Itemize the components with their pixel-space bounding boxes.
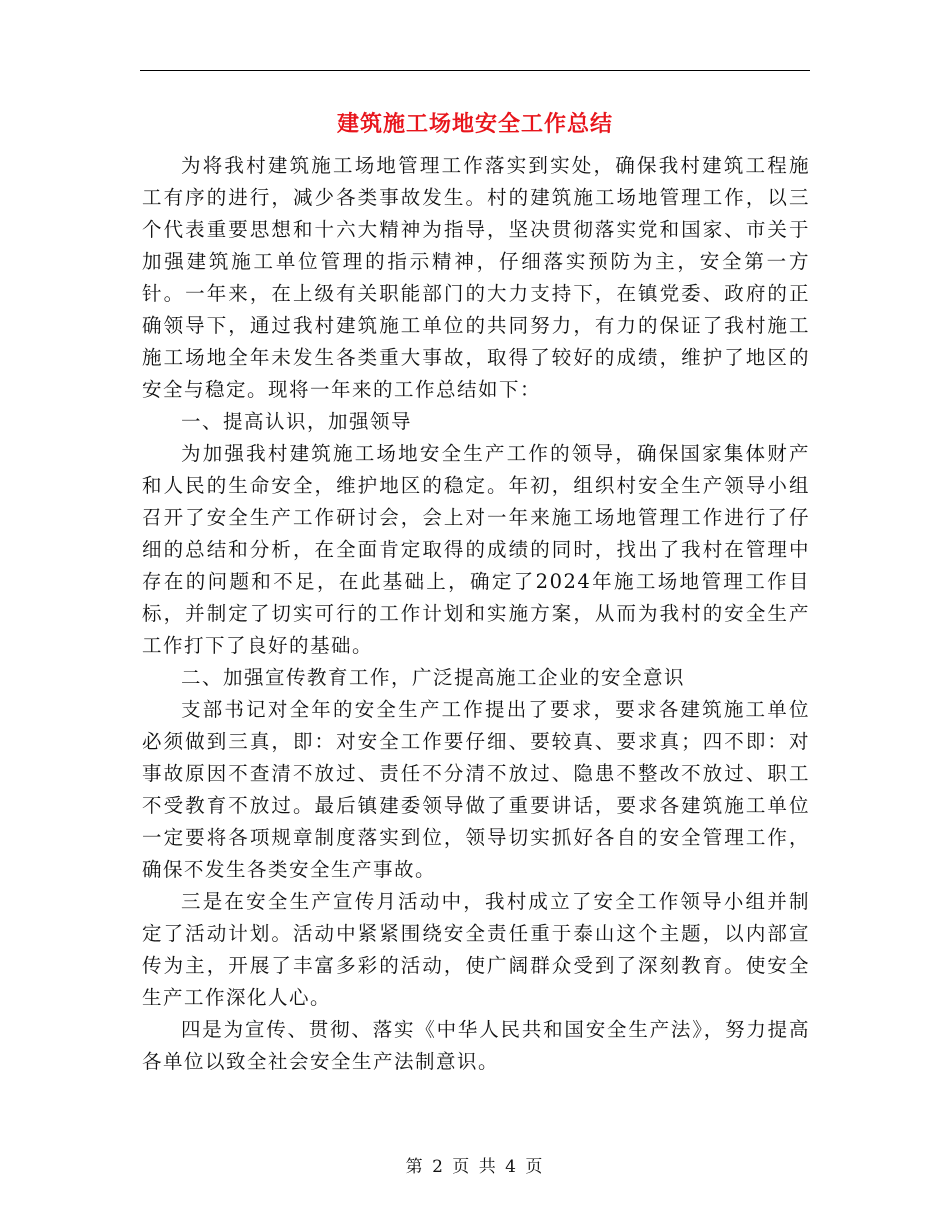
page-footer	[0, 1152, 950, 1177]
paragraph-intro: 为将我村建筑施工场地管理工作落实到实处，确保我村建筑工程施工有序的进行，减少各类事故发生。村的建筑施工场地管理工作，以三个代表重要思想和十六大精神为指导，坚决贯彻落实党和国家、市关于加强建筑施工单位管理的指示精神，仔细落实预防为主，安全第一方针。一年来，在上级有关职能部门的大力支持下，在镇党委、政府的正确领导下，通过我村建筑施工单位的共同努力，有力的保证了我村施工施工场地全年未发生各类重大事故，取得了较好的成绩，维护了地区的安全与稳定。现将一年来的工作总结如下：	[142, 154, 810, 401]
paragraph-section-2: 支部书记对全年的安全生产工作提出了要求，要求各建筑施工单位必须做到三真，即：对安全工作要仔细、要较真、要求真；四不即：对事故原因不查清不放过、责任不分清不放过、隐患不整改不放过、职工不受教育不放过。最后镇建委领导做了重要讲话，要求各建筑施工单位一定要将各项规章制度落实到位，领导切实抓好各自的安全管理工作，确保不发生各类安全生产事故。	[142, 698, 810, 881]
paragraph-section-1: 为加强我村建筑施工场地安全生产工作的领导，确保国家集体财产和人民的生命安全，维护地区的稳定。年初，组织村安全生产领导小组召开了安全生产工作研讨会，会上对一年来施工场地管理工作进行了仔细的总结和分析，在全面肯定取得的成绩的同时，找出了我村在管理中存在的问题和不足，在此基础上，确定了2024年施工场地管理工作目标，并制定了切实可行的工作计划和实施方案，从而为我村的安全生产工作打下了良好的基础。	[142, 442, 810, 657]
paragraph-point-4: 四是为宣传、贯彻、落实《中华人民共和国安全生产法》，努力提高各单位以致全社会安全生产法制意识。	[142, 1018, 810, 1073]
paragraph-point-3: 三是在安全生产宣传月活动中，我村成立了安全工作领导小组并制定了活动计划。活动中紧紧围绕安全责任重于泰山这个主题，以内部宣传为主，开展了丰富多彩的活动，使广阔群众受到了深刻教育。使安全生产工作深化人心。	[142, 890, 810, 1009]
header-rule	[140, 70, 810, 71]
section-heading-1: 一、提高认识，加强领导	[181, 410, 413, 433]
section-heading-2: 二、加强宣传教育工作，广泛提高施工企业的安全意识	[181, 666, 686, 689]
document-body	[142, 150, 810, 1078]
document-title: 建筑施工场地安全工作总结	[336, 111, 613, 137]
page-number: 第 2 页 共 4 页	[405, 1157, 545, 1177]
